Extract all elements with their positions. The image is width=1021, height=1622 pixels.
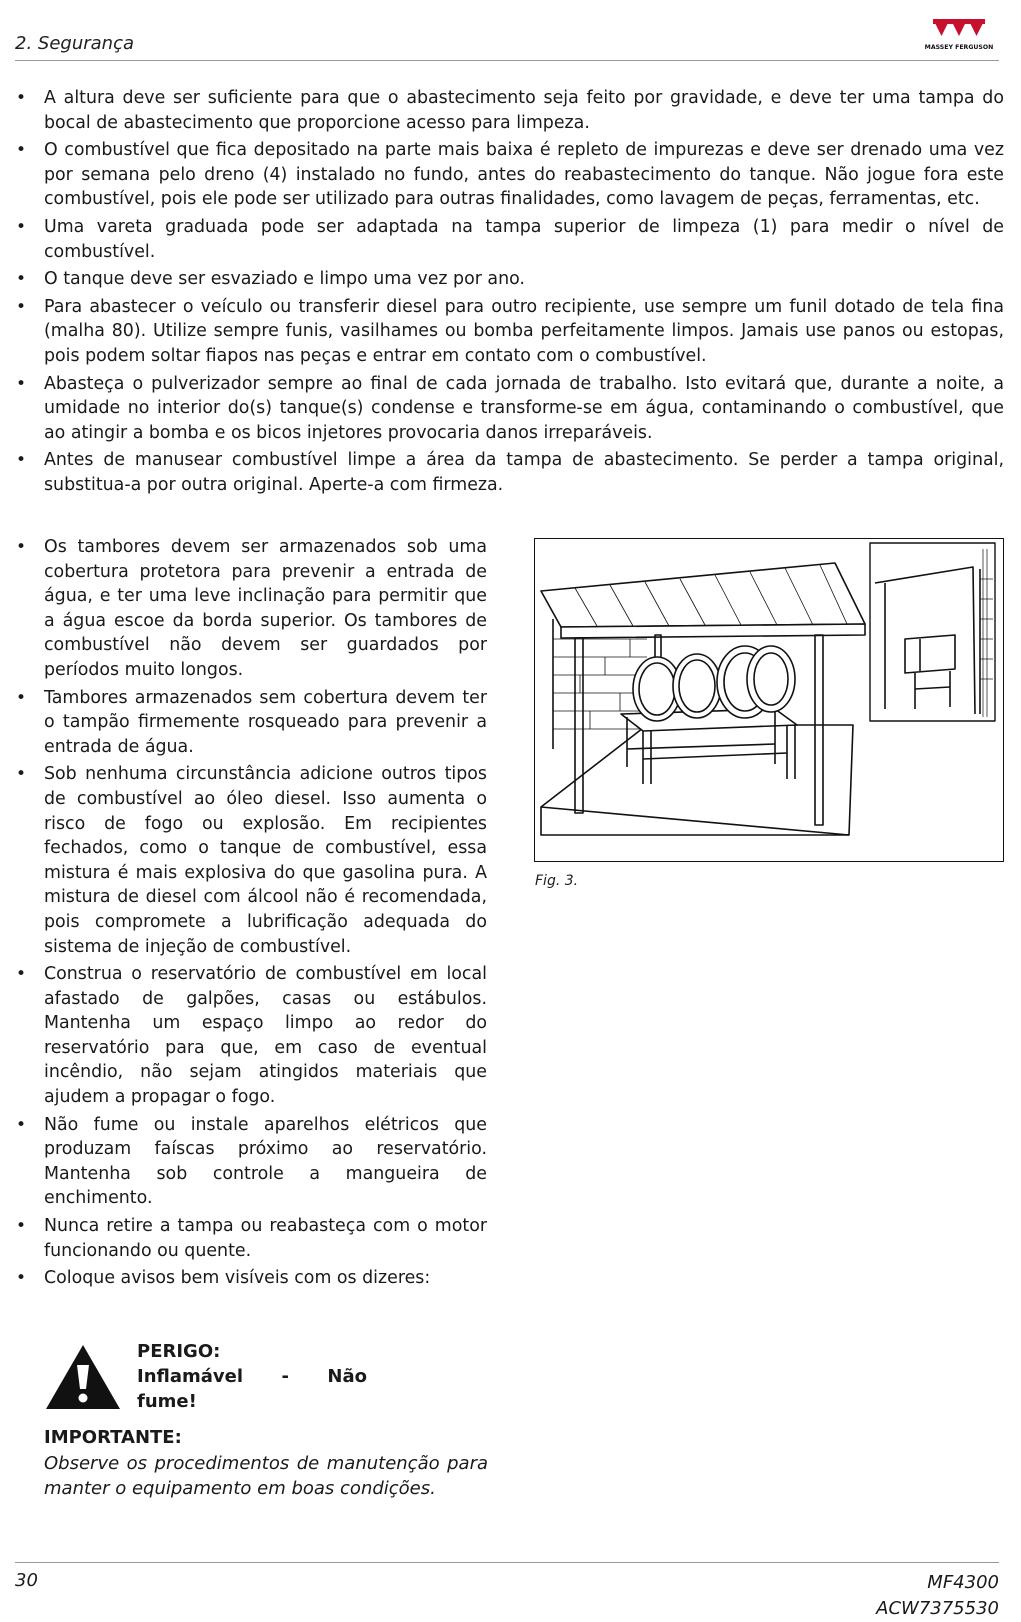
danger-label: PERIGO: xyxy=(137,1341,221,1362)
model-name: MF4300 xyxy=(927,1572,999,1593)
drum-storage-illustration xyxy=(534,538,1004,862)
warning-triangle-icon xyxy=(44,1343,122,1411)
list-item: • Tambores armazenados sem cobertura devem ter o tampão firmemente rosqueado para prevenir a entrada de água. xyxy=(16,687,487,757)
list-item: • Não fume ou instale aparelhos elétricos que produzam faíscas próximo ao reservatório. Mantenha sob controle a mangueira de enchimento. xyxy=(16,1114,487,1209)
bullet-list-full xyxy=(15,86,1004,501)
header-rule xyxy=(15,60,999,61)
list-item: • Nunca retire a tampa ou reabasteça com o motor funcionando ou quente. xyxy=(16,1216,487,1261)
list-item: • A altura deve ser suficiente para que o abastecimento seja feito por gravidade, e deve ter uma tampa do bocal de abastecimento que proporcione acesso para limpeza. xyxy=(16,88,1004,133)
part-code: ACW7375530 xyxy=(876,1598,999,1619)
list-item: • Abasteça o pulverizador sempre ao final de cada jornada de trabalho. Isto evitará que, durante a noite, a umidade no interior do(s) tanque(s) condense e transforme-se em água, contaminando o combustível, que ao atingir a bomba e os bicos injetores provocaria danos irreparáveis. xyxy=(16,373,1004,443)
figure-caption: Fig. 3. xyxy=(535,873,579,889)
triple-triangle-icon xyxy=(923,16,995,56)
danger-warning xyxy=(44,1339,374,1419)
logo-text: MASSEY FERGUSON xyxy=(924,44,994,51)
list-item: • Os tambores devem ser armazenados sob uma cobertura protetora para prevenir a entrada de água, e ter uma leve inclinação para permitir que a água escoe da borda superior. Os tambores de combustível não devem ser guardados por períodos muito longos. xyxy=(16,537,487,680)
list-item: • Antes de manusear combustível limpe a área da tampa de abastecimento. Se perder a tampa original, substitua-a por outra original. Aperte-a com firmeza. xyxy=(16,450,1004,495)
list-item: • Construa o reservatório de combustível em local afastado de galpões, casas ou estábulos. Mantenha um espaço limpo ao redor do reservatório para que, em caso de eventual incêndio, não sejam atingidos materiais que ajudem a propagar o fogo. xyxy=(16,964,487,1108)
list-item: • Coloque avisos bem visíveis com os dizeres: xyxy=(16,1268,431,1289)
massey-ferguson-logo xyxy=(923,16,995,56)
list-item: • O combustível que fica depositado na parte mais baixa é repleto de impurezas e deve ser drenado uma vez por semana pelo dreno (4) instalado no fundo, antes do reabastecimento do tanque. Não jogue fora este combustível, pois ele pode ser utilizado para outras finalidades, como lavagem de peças, ferramentas, etc. xyxy=(16,140,1004,210)
footer-rule xyxy=(15,1562,999,1563)
list-item: • Para abastecer o veículo ou transferir diesel para outro recipiente, use sempre um funil dotado de tela fina (malha 80). Utilize sempre funis, vasilhames ou bomba perfeitamente limpos. Jamais use panos ou estopas, pois podem soltar fiapos nas peças e entrar em contato com o combustível. xyxy=(16,296,1004,366)
important-text: Observe os procedimentos de manutenção para manter o equipamento em boas condições. xyxy=(44,1453,488,1499)
page-number: 30 xyxy=(15,1570,38,1591)
section-title: 2. Segurança xyxy=(15,33,134,54)
document-code xyxy=(876,1570,999,1622)
danger-text: PERIGO: Inflamável - Não fume! xyxy=(137,1341,367,1412)
list-item: • O tanque deve ser esvaziado e limpo uma vez por ano. xyxy=(16,269,525,290)
list-item: • Sob nenhuma circunstância adicione outros tipos de combustível ao óleo diesel. Isso aumenta o risco de fogo ou explosão. Em recipientes fechados, como o tanque de combustível, essa mistura é mais explosiva do que gasolina pura. A mistura de diesel com álcool não é recomendada, pois compromete a lubrificação adequada do sistema de injeção de combustível. xyxy=(16,764,487,957)
bullet-list-left xyxy=(15,535,487,1294)
important-label: IMPORTANTE: xyxy=(44,1427,182,1448)
list-item: • Uma vareta graduada pode ser adaptada na tampa superior de limpeza (1) para medir o nível de combustível. xyxy=(16,216,1004,262)
